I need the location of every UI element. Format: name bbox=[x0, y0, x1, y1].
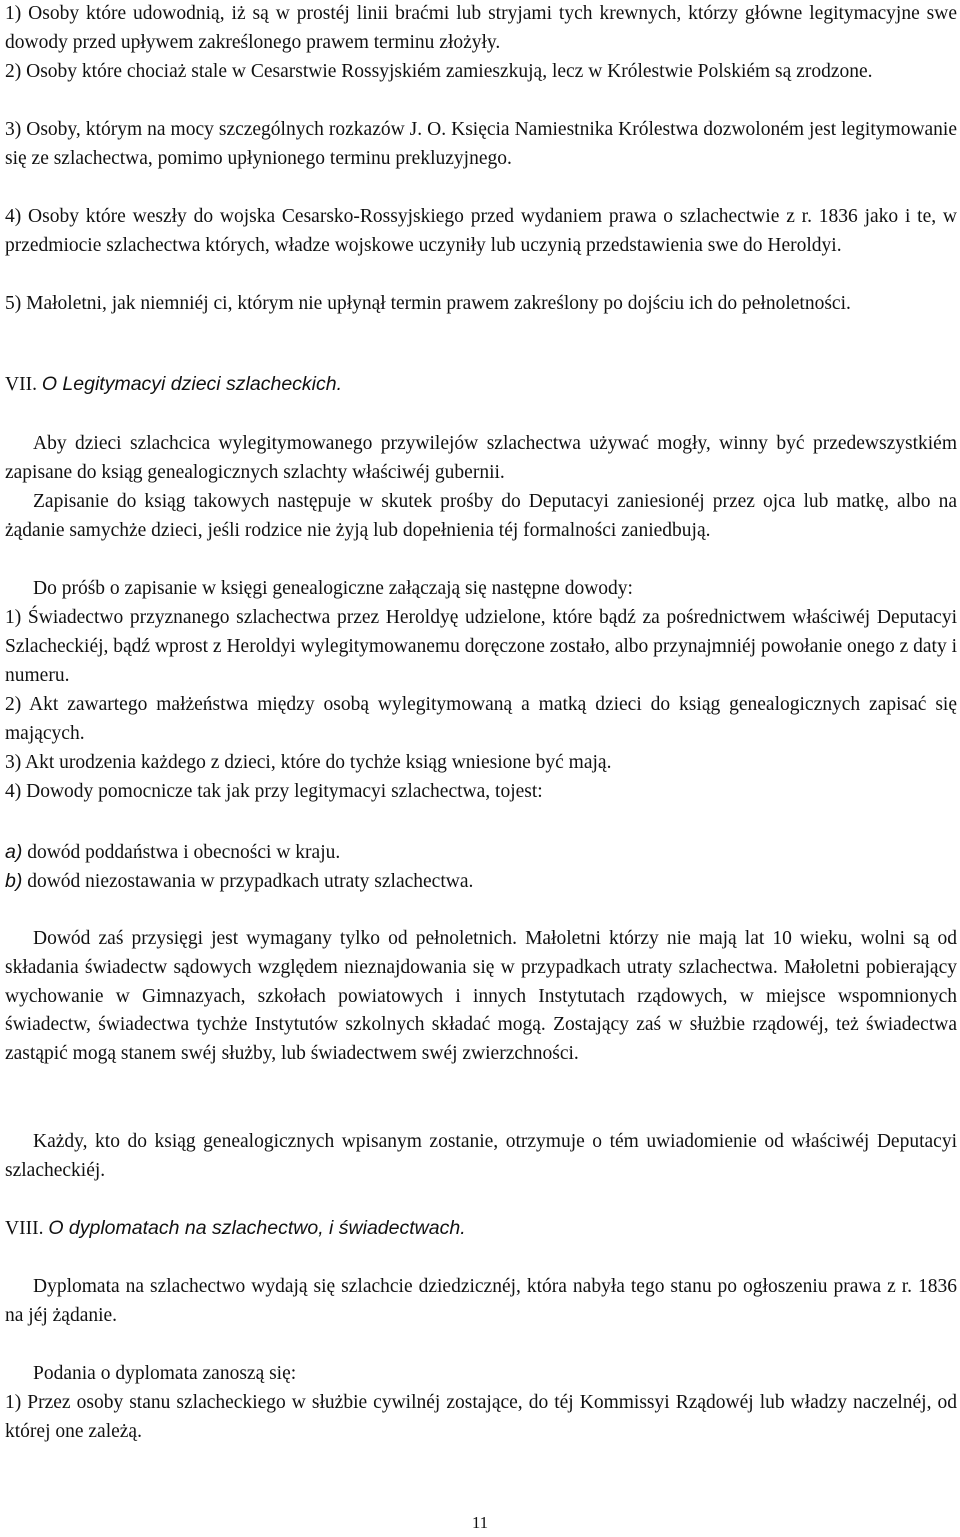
paragraph-item-4: 4) Osoby które weszły do wojska Cesarsko-Rossyjskiego przed wydaniem prawa o szlachectwie z r. 1836 jako i te, w przedmiocie szlachectwa których, władze wojskowe uczyniły lub uczynią przedstawienia swe do Heroldyi. bbox=[5, 206, 957, 256]
evidence-item-3: 3) Akt urodzenia każdego z dzieci, które do tychże ksiąg wniesione być mają. bbox=[5, 752, 612, 773]
section-heading-viii bbox=[5, 1214, 957, 1244]
subitem-a-text: dowód poddaństwa i obecności w kraju. bbox=[27, 842, 341, 863]
section-number: VII. bbox=[5, 374, 37, 395]
paragraph-children-intro: Aby dzieci szlachcica wylegitymowanego przywilejów szlachectwa używać mogły, winny być przedewszystkiém zapisane do ksiąg genealogicznych szlachty właściwéj gubernii. bbox=[5, 433, 957, 483]
paragraph-item-5: 5) Małoletni, jak niemniéj ci, którym nie upłynął termin prawem zakreślony po dojściu ich do pełnoletności. bbox=[5, 293, 851, 314]
paragraph-item-3: 3) Osoby, którym na mocy szczególnych rozkazów J. O. Księcia Namiestnika Królestwa dozwoloném jest legitymowanie się ze szlachectwa, pomimo upłynionego terminu prekluzyjnego. bbox=[5, 119, 957, 169]
evidence-item-2: 2) Akt zawartego małżeństwa między osobą wylegitymowaną a matką dzieci do ksiąg genealogicznych zapisać się mających. bbox=[5, 694, 957, 744]
evidence-item-1: 1) Świadectwo przyznanego szlachectwa przez Heroldyę udzielone, które bądź za pośrednictwem właściwéj Deputacyi Szlacheckiéj, bądź wprost z Heroldyi wylegitymowanemu doręczone zostało, albo przynajmniéj powołanie onego z daty i numeru. bbox=[5, 607, 957, 686]
list-marker-a: a) bbox=[5, 841, 23, 863]
paragraph-item-2: 2) Osoby które chociaż stale w Cesarstwie Rossyjskiém zamieszkują, lecz w Królestwie Polskiém są zrodzone. bbox=[5, 61, 873, 82]
subitem-b bbox=[5, 867, 957, 897]
evidence-item-4: 4) Dowody pomocnicze tak jak przy legitymacyi szlachectwa, tojest: bbox=[5, 781, 543, 802]
paragraph-item-1: 1) Osoby które udowodnią, iż są w prostéj linii braćmi lub stryjami tych krewnych, którzy główne legitymacyjne swe dowody przed upływem zakreślonego prawem terminu złożyły. bbox=[5, 3, 957, 53]
section-title: O Legitymacyi dzieci szlacheckich. bbox=[41, 373, 343, 395]
section-number: VIII. bbox=[5, 1218, 44, 1239]
page-number: 11 bbox=[471, 1513, 489, 1532]
paragraph-registration: Zapisanie do ksiąg takowych następuje w skutek prośby do Deputacyi zaniesionéj przez ojca lub matkę, albo na żądanie samychże dzieci, jeśli rodzice nie żyją lub dopełnienia téj formalności zaniedbują. bbox=[5, 491, 957, 541]
paragraph-evidence-intro: Do próśb o zapisanie w księgi genealogiczne załączają się następne dowody: bbox=[33, 578, 633, 599]
subitem-b-text: dowód niezostawania w przypadkach utraty szlachectwa. bbox=[27, 871, 474, 892]
section-heading-vii bbox=[5, 370, 957, 400]
list-marker-b: b) bbox=[5, 870, 23, 892]
section-title: O dyplomatach na szlachectwo, i świadectwach. bbox=[48, 1217, 466, 1239]
paragraph-oath: Dowód zaś przysięgi jest wymagany tylko od pełnoletnich. Małoletni którzy nie mają lat 10 wieku, wolni są od składania świadectw sądowych względem nieznajdowania się w przypadkach utraty szlachectwa. Małoletni pobierający wychowanie w Gimnazyach, szkołach powiatowych i innych Instytutach rządowych, w miejsce wspomnionych świadectw, świadectwa tychże Instytutów szkolnych składać mogą. Zostający zaś w służbie rządowéj, też świadectwa zastąpić mogą stanem swéj służby, lub świadectwem swéj zwierzchności. bbox=[5, 928, 957, 1065]
paragraph-notification: Każdy, kto do ksiąg genealogicznych wpisanym zostanie, otrzymuje o tém uwiadomienie od właściwéj Deputacyi szlacheckiéj. bbox=[5, 1131, 957, 1181]
paragraph-applications-intro: Podania o dyplomata zanoszą się: bbox=[33, 1363, 297, 1384]
application-item-1: 1) Przez osoby stanu szlacheckiego w służbie cywilnéj zostające, do téj Kommissyi Rządowéj lub władzy naczelnéj, od której one zależą. bbox=[5, 1392, 957, 1442]
paragraph-diplomas: Dyplomata na szlachectwo wydają się szlachcie dziedzicznéj, która nabyła tego stanu po ogłoszeniu prawa z r. 1836 na jéj żądanie. bbox=[5, 1276, 957, 1326]
subitem-a bbox=[5, 838, 957, 868]
